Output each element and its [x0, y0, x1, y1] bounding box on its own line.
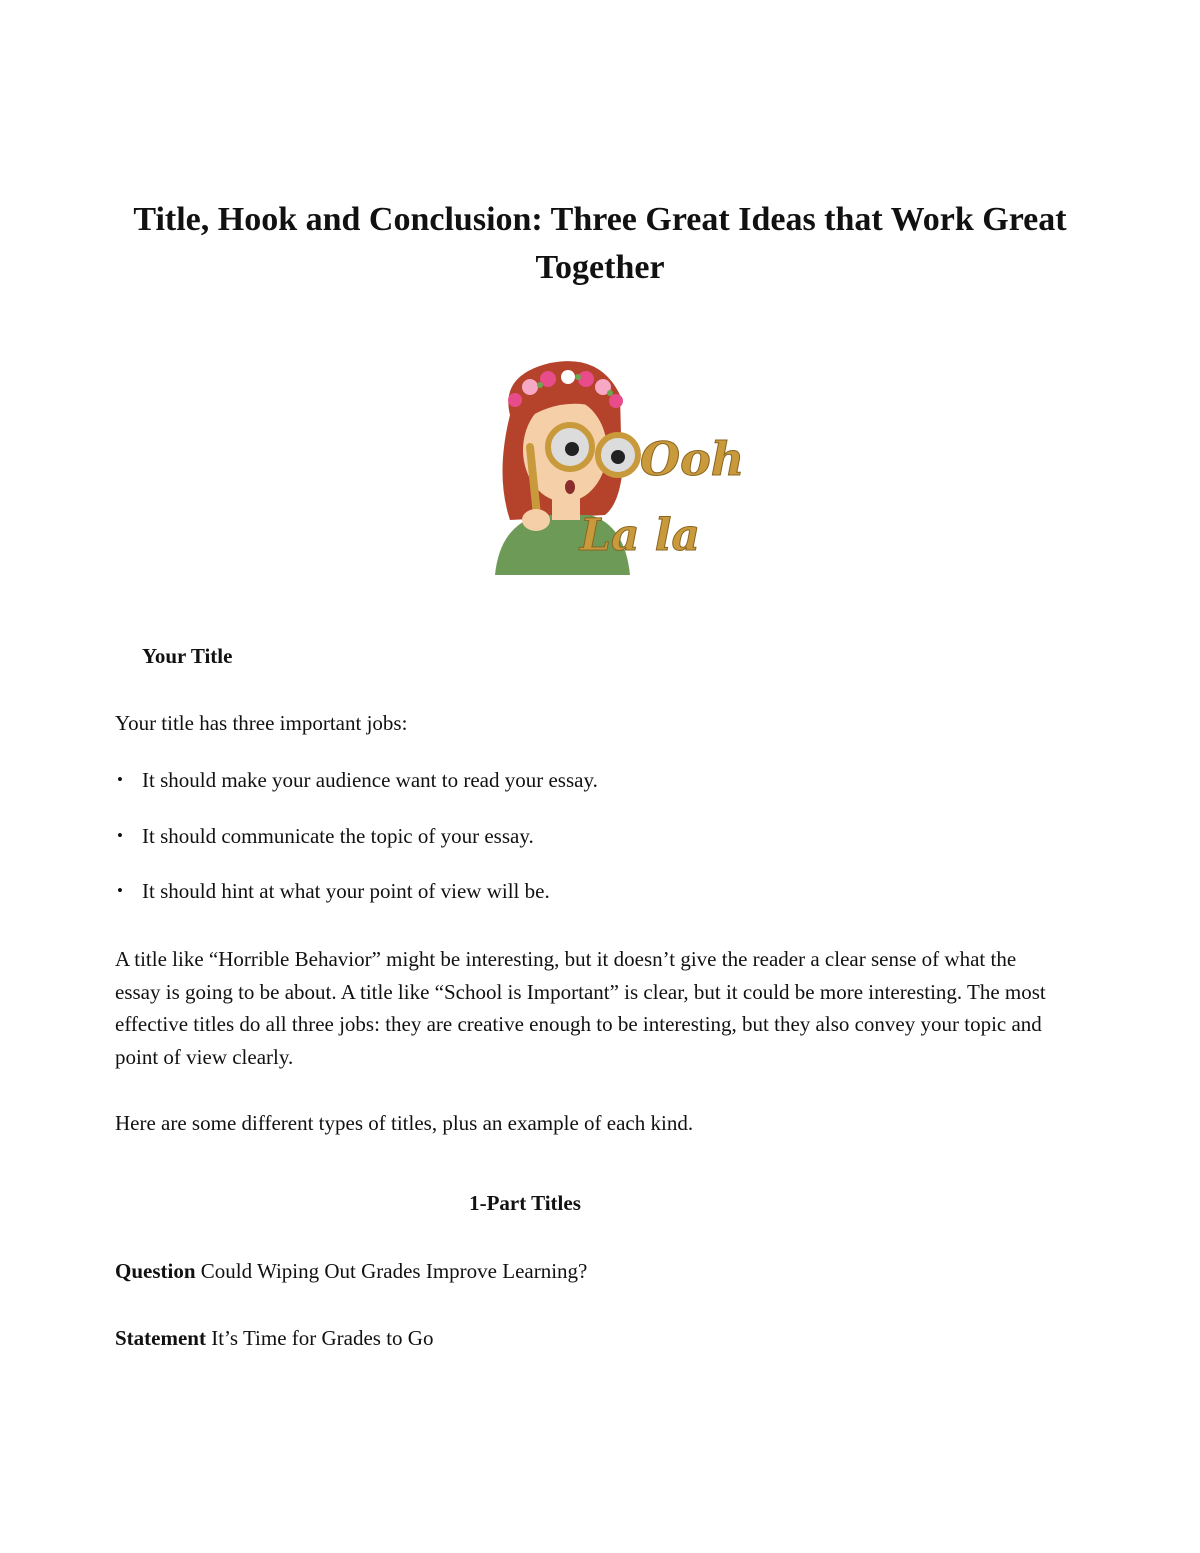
- example-question: [115, 1255, 587, 1288]
- section-heading: Your Title: [142, 644, 233, 668]
- document-title: Title, Hook and Conclusion: Three Great Ideas that Work Great Together: [133, 201, 1067, 286]
- bullet-icon: •: [117, 881, 123, 900]
- list-item-text: It should make your audience want to read your essay.: [142, 768, 598, 792]
- subheading-one-part-titles: 1-Part Titles: [469, 1191, 581, 1215]
- ooh-lettering: Ooh: [640, 432, 745, 486]
- list-item: [115, 764, 598, 797]
- list-item: [115, 820, 598, 853]
- example-statement: [115, 1322, 433, 1355]
- example-label: Question: [115, 1259, 196, 1283]
- list-item-text: It should communicate the topic of your essay.: [142, 823, 534, 848]
- lala-lettering: La la: [580, 510, 700, 561]
- types-intro-text: Here are some different types of titles, plus an example of each kind.: [115, 1111, 694, 1135]
- bullet-icon: •: [117, 770, 123, 789]
- example-label: Statement: [115, 1326, 206, 1350]
- jobs-list: [115, 764, 598, 931]
- intro-text: Your title has three important jobs:: [115, 711, 408, 735]
- example-text: Could Wiping Out Grades Improve Learning?: [200, 1259, 588, 1283]
- ooh-la-la-illustration: [490, 355, 745, 575]
- list-item: [115, 875, 598, 908]
- list-item-text: It should hint at what your point of view will be.: [142, 879, 550, 903]
- example-text: It’s Time for Grades to Go: [211, 1326, 434, 1350]
- explanation-paragraph: A title like “Horrible Behavior” might be interesting, but it doesn’t give the reader a clear sense of what the essay is going to be about. A title like “School is Important” is clear, but it could be more interesting. The most effective titles do all three jobs: they are creative enough to be interesting, but they also convey your topic and point of view clearly.: [115, 947, 1046, 1069]
- bullet-icon: •: [117, 825, 123, 845]
